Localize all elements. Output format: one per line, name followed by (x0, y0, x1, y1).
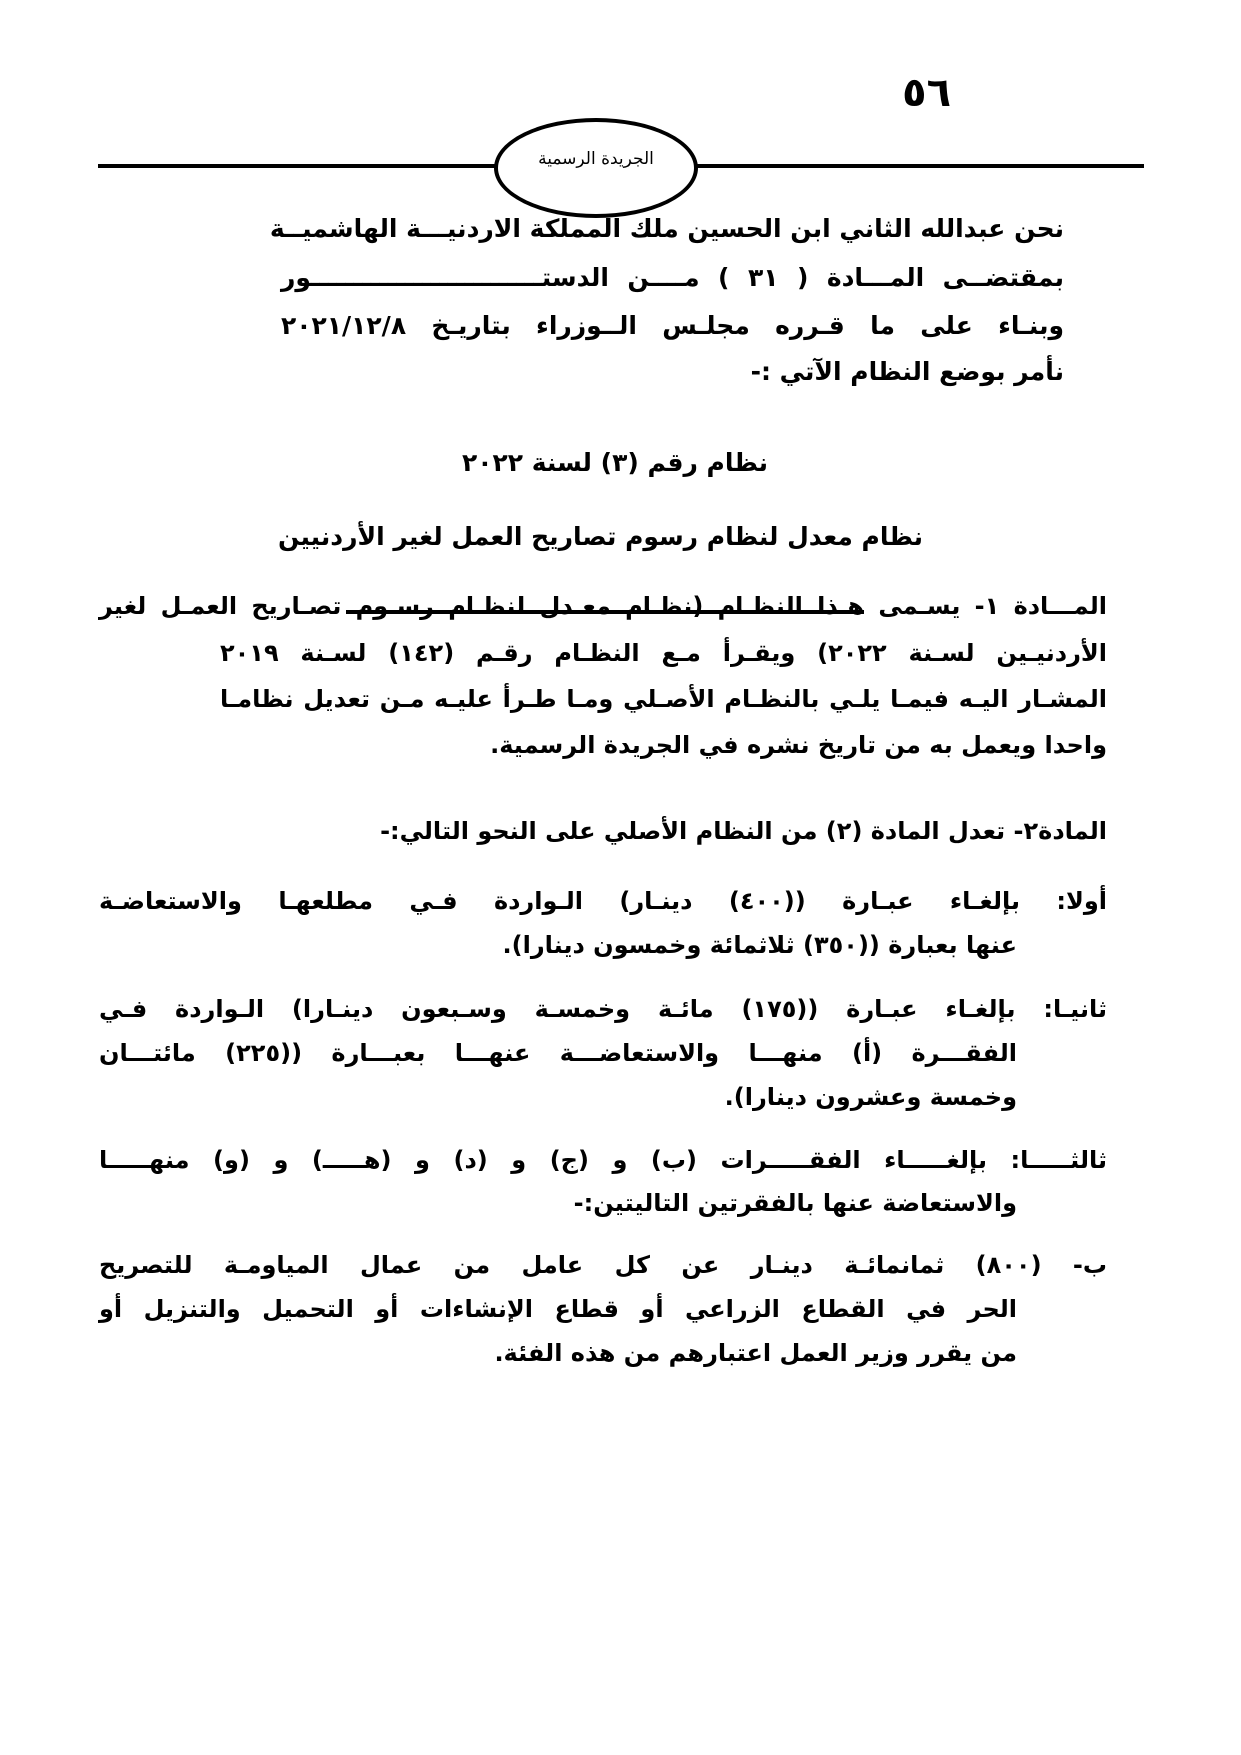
article1-line-4: واحدا ويعمل به من تاريخ نشره في الجريدة الرسمية. (490, 731, 1107, 759)
article2-heading: المادة٢- تعدل المادة (٢) من النظام الأصلي على النحو التالي:- (380, 817, 1107, 845)
header-rule-right (696, 164, 1144, 168)
regulation-number: نظام رقم (٣) لسنة ٢٠٢٢ (462, 448, 768, 477)
article2-para-b-line-1: ب- (٨٠٠) ثمانمائـة دينـار عن كل عامل من عمال المياومـة للتصريح (99, 1251, 1107, 1279)
gazette-emblem (494, 118, 698, 218)
article1-line-3: المشـار اليـه فيمـا يلـي بالنظـام الأصـلي ومـا طـرأ عليـه مـن تعديل نظامـا (220, 685, 1107, 713)
regulation-title: نظام معدل لنظام رسوم تصاريح العمل لغير الأردنيين (277, 522, 923, 551)
header-rule-left (98, 164, 496, 168)
article2-second-line-1: ثانيـا: بإلغـاء عبـارة ((١٧٥) مائـة وخمسـة وسـبعون دينـارا) الـواردة فـي (99, 995, 1107, 1023)
preamble-line-4: نأمر بوضع النظام الآتي :- (750, 357, 1064, 386)
preamble-line-3: وبنـاء على ما قـرره مجلـس الــوزراء بتاريـخ ٢٠٢١/١٢/٨ (281, 311, 1064, 340)
article1-line-1: المـــادة ١- يسـمى هـذا النظـام (نظـام معـدل لنظـام رسـوم تصـاريح العمـل لغير (99, 592, 1107, 620)
article2-second-line-2: الفقـــرة (أ) منهـــا والاستعاضـــة عنهـــا بعبـــارة ((٢٢٥) مائتـــان (99, 1039, 1018, 1067)
article2-first-line-1: أولا: بإلغـاء عبـارة ((٤٠٠) دينـار) الـواردة فـي مطلعهـا والاستعاضـة (99, 887, 1107, 915)
article1-line-2: الأردنيـين لسـنة ٢٠٢٢) ويقـرأ مـع النظـام رقـم (١٤٢) لسـنة ٢٠١٩ (220, 639, 1108, 667)
gazette-name: الجريدة الرسمية (538, 149, 654, 169)
preamble-line-2: بمقتضــى المـــادة ( ٣١ ) مــــن الدستـــــــــــــــــــــــــــور (281, 263, 1064, 292)
article2-para-b-line-2: الحر في القطاع الزراعي أو قطاع الإنشاءات أو التحميل والتنزيل أو (99, 1295, 1017, 1323)
preamble-line-1: نحن عبدالله الثاني ابن الحسين ملك المملكة الاردنيـــة الهاشميــة (269, 214, 1064, 243)
article2-para-b-line-3: من يقرر وزير العمل اعتبارهم من هذه الفئة. (494, 1339, 1017, 1367)
article2-second-line-3: وخمسة وعشرون دينارا). (724, 1083, 1017, 1111)
page-number: ٥٦ (902, 70, 951, 116)
article2-first-line-2: عنها بعبارة ((٣٥٠) ثلاثمائة وخمسون دينارا). (502, 931, 1017, 959)
article2-third-line-2: والاستعاضة عنها بالفقرتين التاليتين:- (573, 1189, 1017, 1217)
article2-third-line-1: ثالثـــــا: بإلغـــــاء الفقـــــرات (ب) و (ج) و (د) و (هـــــ) و (و) منهـــــا (99, 1146, 1107, 1174)
